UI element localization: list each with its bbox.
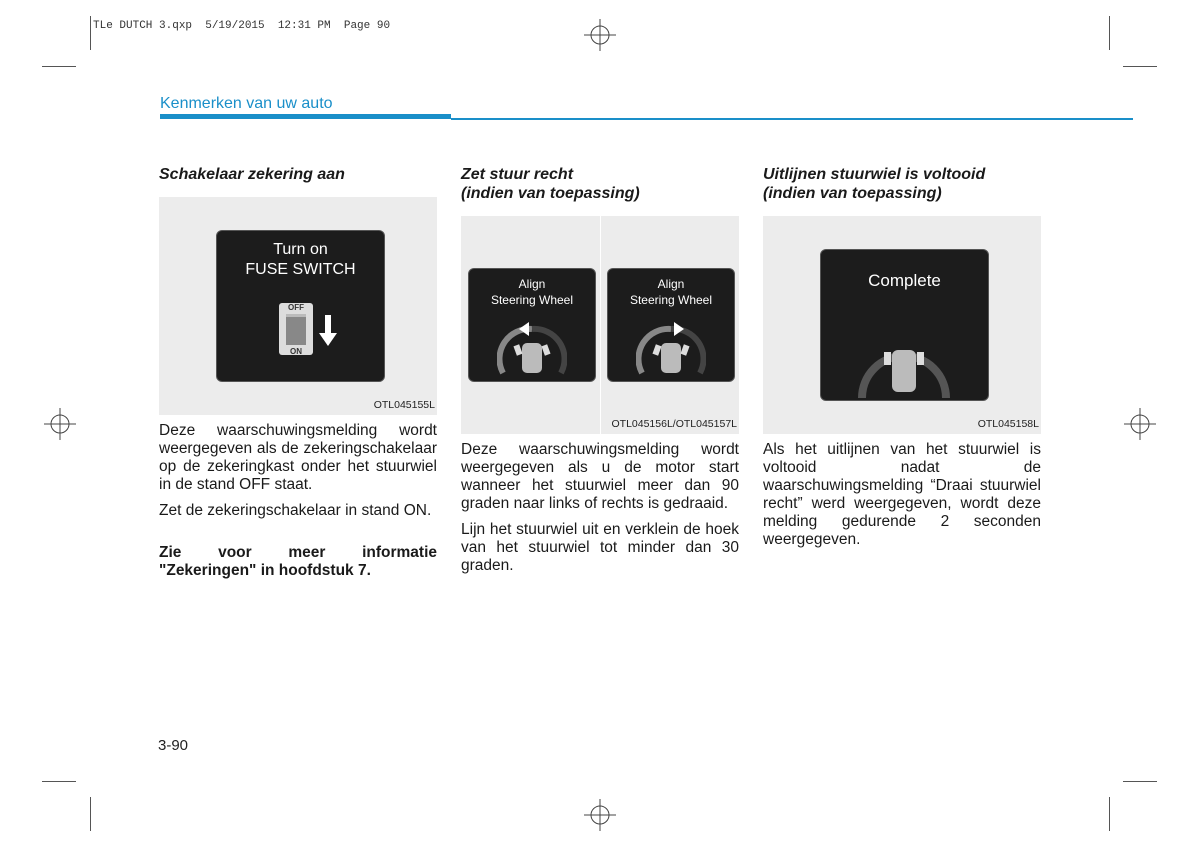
cluster-display <box>820 249 989 401</box>
crop-mark <box>1123 781 1157 782</box>
steering-right-icon <box>636 317 706 375</box>
column-align-steering <box>461 165 739 575</box>
display-text: Align <box>518 277 546 291</box>
display-text: Align <box>657 277 685 291</box>
page-number: 3-90 <box>158 737 189 754</box>
heading: (indien van toepassing) <box>763 185 942 202</box>
figure <box>763 216 1041 434</box>
crop-mark <box>90 797 91 831</box>
paragraph: Als het uitlijnen van het stuurwiel is voltooid nadat de waarschuwingsmelding “Draai stuurwiel recht” werd weergegeven, wordt deze melding gedurende 2 seconden weergegeven. <box>763 441 1041 548</box>
crop-mark <box>1123 66 1157 67</box>
registration-mark-icon <box>584 799 616 831</box>
column-fuse-switch <box>159 165 437 580</box>
display-text: FUSE SWITCH <box>245 261 356 278</box>
display-text: Steering Wheel <box>629 293 713 307</box>
registration-mark-icon <box>44 408 76 440</box>
crop-mark <box>1109 797 1110 831</box>
heading: (indien van toepassing) <box>461 185 640 202</box>
paragraph: Deze waarschuwingsmelding wordt weergegeven als de zekeringschakelaar op de zekeringkast onder het stuurwiel in de stand OFF staat. <box>159 422 437 493</box>
registration-mark-icon <box>1124 408 1156 440</box>
paragraph: Zet de zekeringschakelaar in stand ON. <box>159 502 432 519</box>
figure <box>461 216 739 434</box>
header-rule <box>451 118 1133 120</box>
crop-mark <box>42 66 76 67</box>
crop-mark <box>1109 16 1110 50</box>
figure-caption: OTL045156L/OTL045157L <box>611 418 737 430</box>
section-title: Kenmerken van uw auto <box>160 95 333 112</box>
header-bar <box>160 114 451 119</box>
cluster-display-right <box>607 268 735 382</box>
figure-caption: OTL045155L <box>373 399 435 411</box>
crop-mark <box>42 781 76 782</box>
heading: Uitlijnen stuurwiel is voltooid <box>763 166 986 183</box>
display-text: Steering Wheel <box>490 293 574 307</box>
cluster-display <box>216 230 385 382</box>
display-text: Complete <box>868 271 941 290</box>
reference-note: Zie voor meer informatie "Zekeringen" in hoofdstuk 7. <box>159 544 437 579</box>
fuse-switch-icon <box>279 303 313 355</box>
off-label: OFF <box>288 303 304 312</box>
print-slug: TLe DUTCH 3.qxp 5/19/2015 12:31 PM Page 90 <box>93 20 391 32</box>
column-alignment-complete <box>763 165 1041 549</box>
steering-left-icon <box>497 317 567 375</box>
crop-mark <box>90 16 91 50</box>
cluster-display-left <box>468 268 596 382</box>
figure <box>159 197 437 415</box>
display-text: Turn on <box>273 241 328 258</box>
heading: Zet stuur recht <box>461 166 574 183</box>
paragraph: Lijn het stuurwiel uit en verklein de hoek van het stuurwiel tot minder dan 30 graden. <box>461 521 739 574</box>
registration-mark-icon <box>584 19 616 51</box>
figure-caption: OTL045158L <box>977 418 1039 430</box>
heading: Schakelaar zekering aan <box>159 166 345 183</box>
on-label: ON <box>290 347 302 356</box>
arrow-down-icon <box>318 315 338 347</box>
steering-centered-icon <box>854 320 954 400</box>
paragraph: Deze waarschuwingsmelding wordt weergegeven als u de motor start wanneer het stuurwiel meer dan 90 graden naar links of rechts is gedraaid. <box>461 441 739 512</box>
